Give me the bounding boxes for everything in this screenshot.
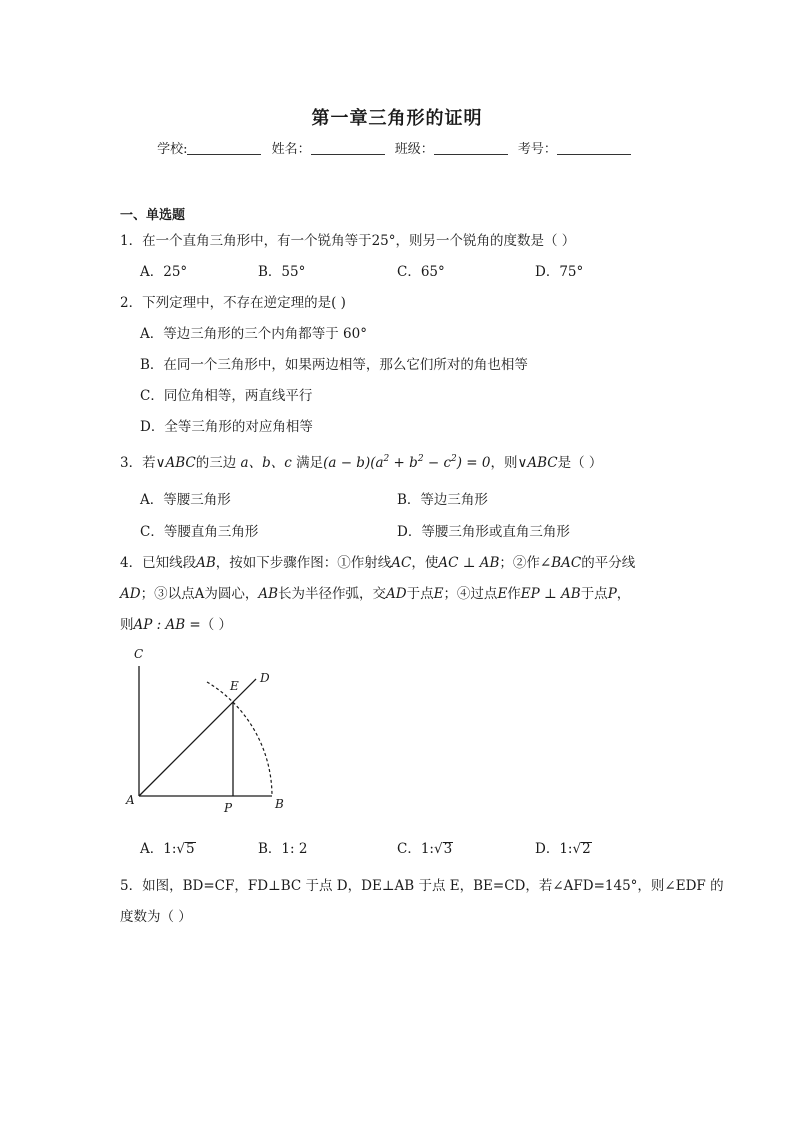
q4-stem-line2: AD；③以点A为圆心，AB长为半径作弧，交AD于点E；④过点E作EP ⊥ AB于点P，: [120, 586, 631, 602]
q3-stem: 3．若∨ABC的三边 a、b、c 满足$(a - b)(a^2 + b^2 - c^2) = 0$，则∨ABC是（ ）: [120, 454, 603, 471]
name-blank[interactable]: [311, 140, 385, 155]
sqrt-icon: √: [572, 841, 582, 857]
q4-option-a[interactable]: A．1:√5: [140, 841, 195, 857]
number-label: 考号：: [517, 142, 557, 157]
q1-option-d[interactable]: D．75°: [535, 264, 584, 280]
sqrt-icon: √: [176, 841, 185, 857]
label-p: P: [224, 801, 233, 815]
sqrt-icon: √: [433, 841, 443, 857]
q4-stem-line1: 4．已知线段AB，按如下步骤作图：①作射线AC，使AC ⊥ AB；②作∠BAC的平分线: [120, 555, 636, 571]
student-info-row: [0, 138, 794, 157]
q3-option-d[interactable]: D．等腰三角形或直角三角形: [397, 524, 570, 540]
q3-option-c[interactable]: C．等腰直角三角形: [140, 524, 259, 540]
label-a: A: [126, 793, 135, 807]
label-d: D: [260, 671, 270, 685]
school-label: 学校:: [157, 142, 188, 157]
q2-stem: 2．下列定理中，不存在逆定理的是( ): [120, 295, 346, 311]
q4-option-c[interactable]: C．1:√3: [397, 841, 453, 857]
q3-expression: $(a - b)(a^2 + b^2 - c^2) = 0$: [323, 454, 491, 471]
q3-option-a[interactable]: A．等腰三角形: [140, 492, 231, 508]
number-blank[interactable]: [557, 140, 631, 155]
q2-option-a[interactable]: A．等边三角形的三个内角都等于 60°: [140, 326, 367, 342]
class-label: 班级：: [394, 142, 434, 157]
q2-option-d[interactable]: D．全等三角形的对应角相等: [140, 419, 313, 435]
q2-option-b[interactable]: B．在同一个三角形中，如果两边相等，那么它们所对的角也相等: [140, 357, 528, 373]
q1-option-b[interactable]: B．55°: [258, 264, 306, 280]
q4-stem-line3: 则AP : AB =（ ）: [120, 617, 233, 633]
ray-ad: [139, 679, 256, 796]
q1-stem: 1．在一个直角三角形中，有一个锐角等于25°，则另一个锐角的度数是（ ）: [120, 233, 576, 249]
q1-option-c[interactable]: C．65°: [397, 264, 445, 280]
page-title: 第一章三角形的证明: [311, 108, 483, 129]
q5-stem-line2: 度数为（ ）: [120, 909, 192, 925]
q4-option-b[interactable]: B．1: 2: [258, 841, 308, 857]
arc-dashed: [207, 682, 272, 796]
q4-option-d[interactable]: D．1:√2: [535, 841, 591, 857]
q5-stem-line1: 5．如图，BD=CF，FD⊥BC 于点 D，DE⊥AB 于点 E，BE=CD，若∠AFD=145°，则∠EDF 的: [120, 878, 724, 894]
school-blank[interactable]: [187, 140, 261, 155]
label-b: B: [275, 797, 284, 811]
label-e: E: [230, 679, 239, 693]
q3-option-b[interactable]: B．等边三角形: [397, 492, 488, 508]
q2-option-c[interactable]: C．同位角相等，两直线平行: [140, 388, 313, 404]
q1-option-a[interactable]: A．25°: [140, 264, 188, 280]
name-label: 姓名：: [271, 142, 311, 157]
label-c: C: [134, 647, 144, 661]
q4-geometry-figure: [120, 640, 300, 820]
class-blank[interactable]: [434, 140, 508, 155]
section-heading: 一、单选题: [120, 208, 186, 223]
